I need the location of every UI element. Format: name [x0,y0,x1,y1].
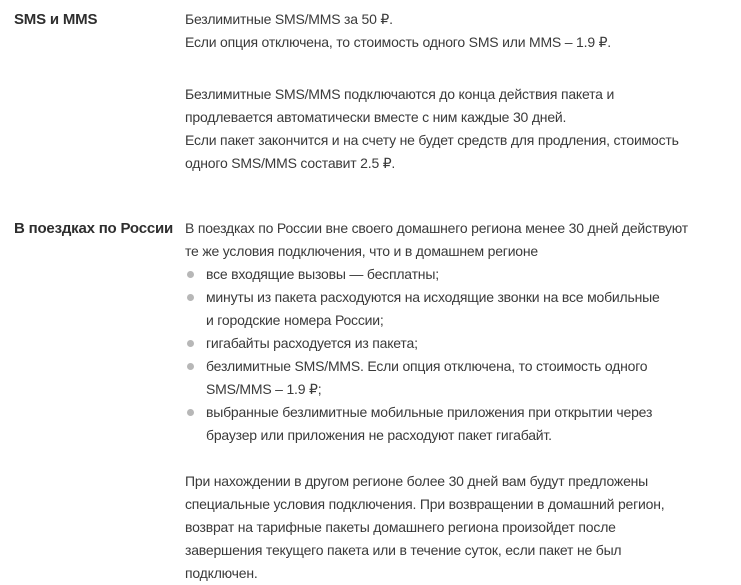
bullet-text [206,286,660,332]
text-line: минуты из пакета расходуются на исходящие звонки на все мобильные [206,289,660,305]
text-line: завершения текущего пакета или в течение суток, если пакет не был [185,542,622,558]
bullet-dot-icon [187,340,194,347]
text-line: Если пакет закончится и на счету не будет средств для продления, стоимость [185,132,679,148]
bullet-text [206,332,418,355]
bullet-dot-icon [187,409,194,416]
bullet-item-package-minutes [185,286,733,332]
section-content-column [185,8,733,175]
text-line: В поездках по России вне своего домашнего региона менее 30 дней действуют [185,220,688,236]
bullet-text [206,401,652,447]
paragraph-sms-renewal [185,83,733,175]
bullet-item-incoming-calls [185,263,733,286]
section-heading-travel-russia: В поездках по России [14,220,174,237]
text-line: подключен. [185,565,258,581]
bullet-item-unlimited-apps [185,401,733,447]
bullet-dot-icon [187,363,194,370]
text-line: Если опция отключена, то стоимость одного SMS или MMS – 1.9 ₽. [185,34,611,50]
text-line: выбранные безлимитные мобильные приложения при открытии через [206,404,653,420]
section-sms-mms [14,8,741,175]
bullet-dot-icon [187,294,194,301]
bullet-text [206,355,647,401]
text-line: и городские номера России; [206,312,384,328]
text-line: При нахождении в другом регионе более 30 дней вам будут предложены [185,473,649,489]
travel-conditions-bullet-list [185,263,733,447]
section-travel-russia [14,217,741,585]
paragraph-travel-intro [185,217,733,263]
paragraph-travel-outro [185,470,733,585]
text-line: Безлимитные SMS/MMS за 50 ₽. [185,11,393,27]
section-content-column [185,217,733,585]
bullet-text [206,263,439,286]
text-line: Безлимитные SMS/MMS подключаются до конца действия пакета и [185,86,615,102]
text-line: SMS/MMS – 1.9 ₽; [206,381,322,397]
text-line: продлевается автоматически вместе с ним каждые 30 дней. [185,109,567,125]
bullet-item-unlimited-sms [185,355,733,401]
bullet-item-gigabytes [185,332,733,355]
text-line: одного SMS/MMS составит 2.5 ₽. [185,155,396,171]
paragraph-sms-price [185,8,733,54]
text-line: возврат на тарифные пакеты домашнего региона произойдет после [185,519,616,535]
text-line: безлимитные SMS/MMS. Если опция отключена, то стоимость одного [206,358,648,374]
section-heading-column [14,8,185,31]
section-heading-sms-mms: SMS и MMS [14,11,98,28]
text-line: все входящие вызовы — бесплатны; [206,266,439,282]
text-line: те же условия подключения, что и в домашнем регионе [185,243,539,259]
section-heading-column [14,217,185,240]
text-line: браузер или приложения не расходуют пакет гигабайт. [206,427,552,443]
text-line: гигабайты расходуется из пакета; [206,335,418,351]
bullet-dot-icon [187,271,194,278]
text-line: специальные условия подключения. При возвращении в домашний регион, [185,496,665,512]
